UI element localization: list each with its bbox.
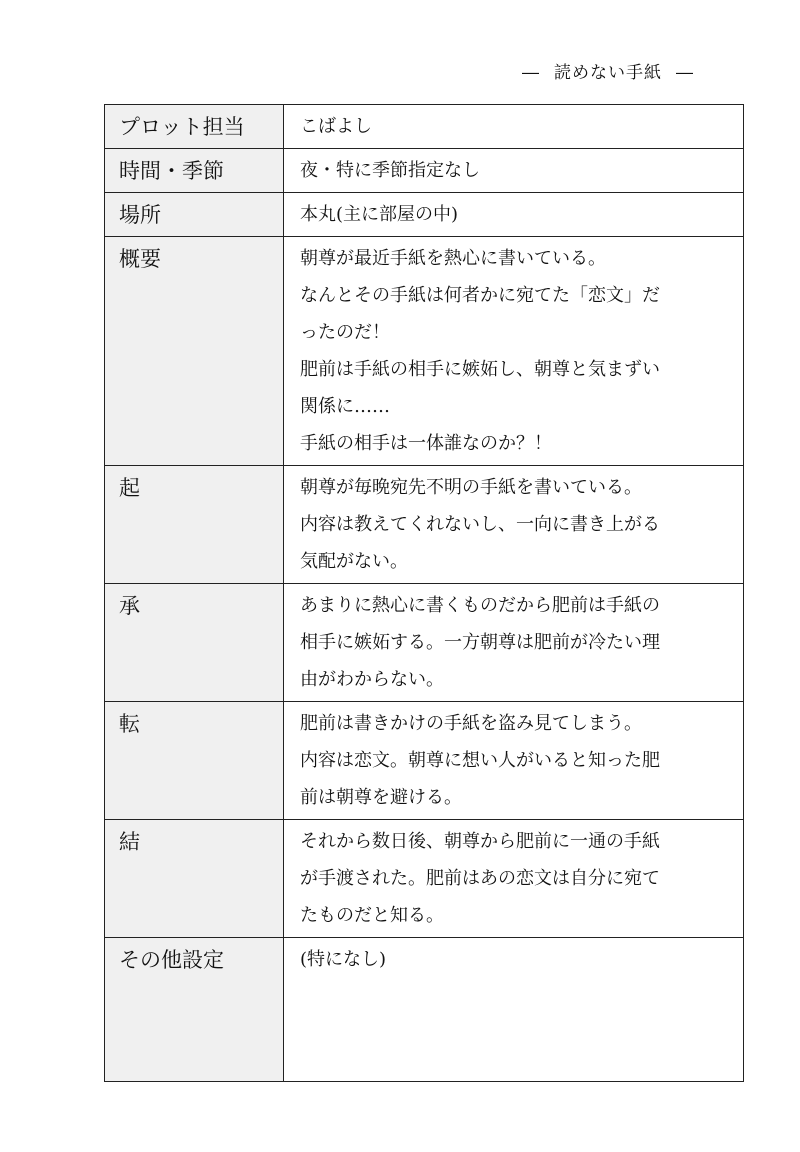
value-line: 関係に……: [300, 396, 390, 417]
title-dash-left: ―: [522, 63, 540, 83]
value-line: 手紙の相手は一体誰なのか？！: [300, 433, 552, 454]
value-line: あまりに熱心に書くものだから肥前は手紙の: [300, 595, 660, 616]
value-line: (特になし): [300, 949, 387, 970]
value-line: 前は朝尊を避ける。: [300, 787, 462, 808]
value-line: 由がわからない。: [300, 669, 444, 690]
value-line: なんとその手紙は何者かに宛てた「恋文」だ: [300, 285, 660, 306]
label-plot-owner: プロット担当: [105, 105, 284, 149]
label-sho: 承: [105, 584, 284, 702]
value-place: [284, 193, 744, 237]
story-title: 読めない手紙: [554, 63, 662, 83]
value-line: 肥前は手紙の相手に嫉妬し、朝尊と気まずい: [300, 359, 660, 380]
title-dash-right: ―: [676, 63, 694, 83]
label-ten: 転: [105, 702, 284, 820]
value-line: 相手に嫉妬する。一方朝尊は肥前が冷たい理: [300, 632, 660, 653]
plot-table: [104, 104, 744, 1082]
row-plot-owner: [105, 105, 744, 149]
value-other-settings: [284, 938, 744, 1082]
value-line: 夜・特に季節指定なし: [300, 160, 480, 181]
value-line: 朝尊が毎晩宛先不明の手紙を書いている。: [300, 477, 642, 498]
value-line: 朝尊が最近手紙を熱心に書いている。: [300, 248, 606, 269]
row-summary: [105, 237, 744, 466]
label-place: 場所: [105, 193, 284, 237]
row-ki: [105, 466, 744, 584]
value-line: 肥前は書きかけの手紙を盗み見てしまう。: [300, 713, 642, 734]
value-sho: [284, 584, 744, 702]
row-time-season: [105, 149, 744, 193]
value-line: 内容は恋文。朝尊に想い人がいると知った肥: [300, 750, 660, 771]
label-time-season: 時間・季節: [105, 149, 284, 193]
value-line: 気配がない。: [300, 551, 408, 572]
label-ki: 起: [105, 466, 284, 584]
row-sho: [105, 584, 744, 702]
value-line: それから数日後、朝尊から肥前に一通の手紙: [300, 831, 660, 852]
value-summary: [284, 237, 744, 466]
label-ketsu: 結: [105, 820, 284, 938]
value-line: ったのだ！: [300, 322, 390, 343]
value-time-season: [284, 149, 744, 193]
row-other-settings: [105, 938, 744, 1082]
row-ten: [105, 702, 744, 820]
label-other-settings: その他設定: [105, 938, 284, 1082]
value-ketsu: [284, 820, 744, 938]
story-title-header: [508, 58, 708, 83]
value-line: 本丸(主に部屋の中): [300, 204, 459, 225]
value-line: たものだと知る。: [300, 905, 444, 926]
value-ten: [284, 702, 744, 820]
value-line: 内容は教えてくれないし、一向に書き上がる: [300, 514, 660, 535]
label-summary: 概要: [105, 237, 284, 466]
value-ki: [284, 466, 744, 584]
row-place: [105, 193, 744, 237]
value-plot-owner: [284, 105, 744, 149]
value-line: こばよし: [300, 116, 372, 137]
row-ketsu: [105, 820, 744, 938]
value-line: が手渡された。肥前はあの恋文は自分に宛て: [300, 868, 660, 889]
